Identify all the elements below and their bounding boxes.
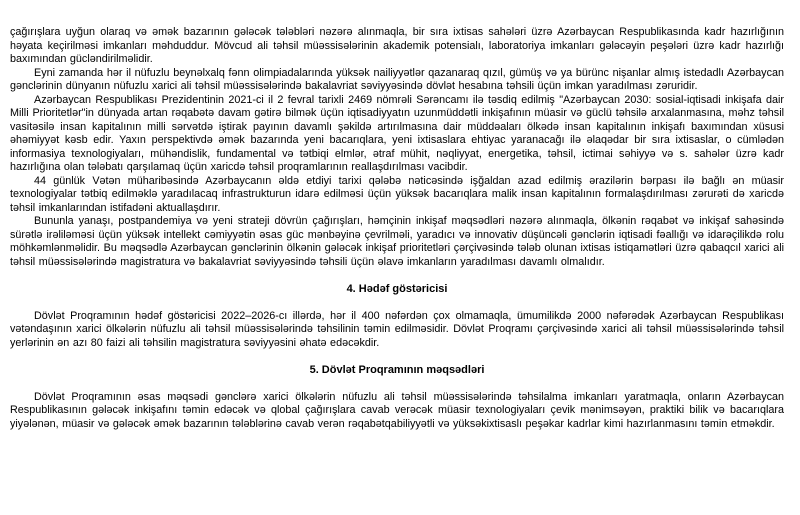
paragraph: Dövlət Proqramının hədəf göstəricisi 2022–2026-cı illərdə, hər il 400 nəfərdən çox olmamaqla, ümumilikdə 2000 nəfərədək Azərbaycan Respublikası vətəndaşının xarici ölkələrin nüfuzlu ali təhsil müəssisələrində təhsilinin təmin edilməsidir. Dövlət Proqramı çərçivəsində xarici ali təhsil müəssisələrində təhsil yerlərinin ən azı 80 faizi ali təhsilin magistratura səviyyəsini əhatə edəcəkdir.: [10, 309, 784, 349]
paragraph: Eyni zamanda hər il nüfuzlu beynəlxalq fənn olimpiadalarında yüksək nailiyyətlər qazanaraq qızıl, gümüş və ya bürünc nişanlar almış istedadlı Azərbaycan gənclərinin dünyanın nüfuzlu xarici ali təhsil müəssisələrində bakalavriat səviyyəsində dövlət hesabına təhsili üçün imkan yaradılması zəruridir.: [10, 66, 784, 92]
section-heading-program-goals: 5. Dövlət Proqramının məqsədləri: [309, 363, 485, 376]
section-heading-target-indicator: 4. Hədəf göstəricisi: [346, 282, 448, 295]
paragraph: Bununla yanaşı, postpandemiya və yeni strateji dövrün çağırışları, həmçinin inkişaf məqsədləri nəzərə alınmaqla, ölkənin rəqabət və inkişaf sahəsində sürətlə irəliləməsi üçün yüksək intellekt cəmiyyətin əsas güc mənbəyinə çevrilməli, yaradıcı və innovativ düşüncəli gənclərin iqtisadi fəallığı və idarəçilikdə rolu möhkəmlənməlidir. Bu məqsədlə Azərbaycan gənclərinin ölkənin gələcək inkişaf prioritetləri çərçivəsində tələb olunan ixtisas istiqamətləri üzrə qabaqcıl xarici ali təhsil müəssisələrində magistratura və bakalavriat səviyyəsində təhsili üçün əlavə imkanların yaradılması davamlı olmalıdır.: [10, 215, 784, 268]
paragraph: 44 günlük Vətən müharibəsində Azərbaycanın əldə etdiyi tarixi qələbə nəticəsində işğaldan azad edilmiş ərazilərin bərpası ilə bağlı ən müasir texnologiyalar tətbiq edilməklə yaradılacaq infrastrukturun idarə edilməsi üçün yüksək bacarıqlara malik insan kapitalının formalaşdırılması zərurəti də xaricdə təhsil imkanlarından istifadəni aktuallaşdırır.: [10, 174, 784, 214]
paragraph-continuation: çağırışlara uyğun olaraq və əmək bazarının gələcək tələbləri nəzərə alınmaqla, bir sıra ixtisas sahələri üzrə Azərbaycan Respublikasında kadr hazırlığının həyata keçirilməsi imkanları məhduddur. Mövcud ali təhsil müəssisələrinin akademik potensialı, laboratoriya imkanları gələcəyin peşələri üzrə kadr hazırlığı baxımından gücləndirilməlidir.: [10, 26, 784, 65]
paragraph: Azərbaycan Respublikası Prezidentinin 2021-ci il 2 fevral tarixli 2469 nömrəli Sərəncamı ilə təsdiq edilmiş "Azərbaycan 2030: sosial-iqtisadi inkişafa dair Milli Prioritetlər"in dünyada artan rəqabətə davam gətirə bilmək üçün iqtisadiyyatın uzunmüddətli inkişafının müasir və güclü təhsilə arxalanmasına, məhz təhsil vasitəsilə insan kapitalının milli sərvətdə iştirak payının davamlı şəkildə artırılmasına dair müddəaları ölkədə insan kapitalının inkişafı baxımından xüsusi əhəmiyyət kəsb edir. Yaxın perspektivdə əmək bazarında yeni bacarıqlara, yeni ixtisaslara ehtiyac yaranacağı ilə əlaqədar bir sıra ixtisaslar, o cümlədən informasiya texnologiyaları, mühəndislik, fundamental və tətbiqi elmlər, ətraf mühit, nəqliyyat, energetika, təhsil, ictimai səhiyyə və s. sahələr üzrə kadr hazırlığına olan tələbatı qarşılamaq üçün xaricdə təhsil proqramlarının reallaşdırılması vacibdir.: [10, 93, 784, 173]
paragraph: Dövlət Proqramının əsas məqsədi gənclərə xarici ölkələrin nüfuzlu ali təhsil müəssisələrində təhsilalma imkanları yaratmaqla, onların Azərbaycan Respublikasının gələcək inkişafını təmin edəcək və qlobal çağırışlara cavab verəcək müasir texnologiyaları çevik mənimsəyən, praktiki bilik və bacarıqlara yiyələnən, müasir və gələcək əmək bazarının tələblərinə cavab verən rəqabətqabiliyyətli və yüksəkixtisaslı peşəkar kadrlar kimi hazırlanmasını təmin etməkdir.: [10, 390, 784, 430]
